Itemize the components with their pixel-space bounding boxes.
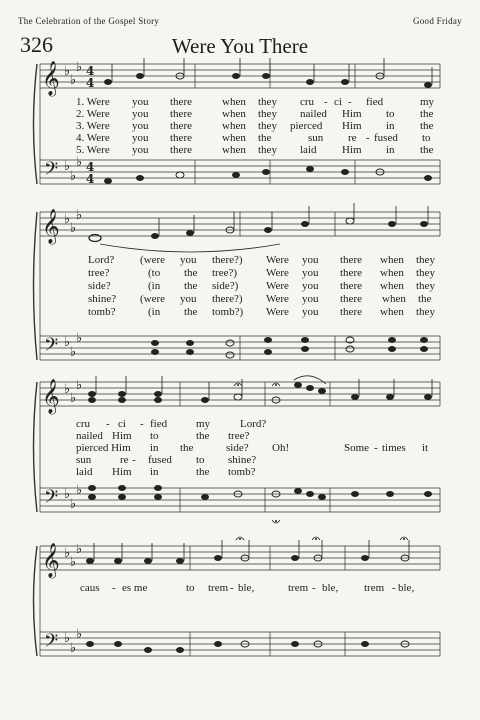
lyric-syllable: in bbox=[150, 442, 159, 454]
lyric-syllable: cru bbox=[300, 96, 315, 108]
lyric-syllable: side? bbox=[88, 280, 111, 292]
svg-text:♭: ♭ bbox=[76, 155, 83, 170]
lyric-syllable: you bbox=[180, 293, 197, 305]
lyric-syllable: Some bbox=[344, 442, 370, 454]
svg-text:♭: ♭ bbox=[70, 641, 77, 656]
system-4-staves bbox=[40, 546, 440, 656]
lyric-syllable: side?) bbox=[212, 280, 239, 292]
lyric-syllable: there?) bbox=[212, 254, 243, 266]
lyric-syllable: there bbox=[340, 254, 362, 266]
svg-text:♭: ♭ bbox=[76, 378, 83, 393]
lyric-syllable: sun bbox=[308, 132, 324, 144]
running-head-section: The Celebration of the Gospel Story bbox=[18, 16, 160, 26]
lyric-syllable: the bbox=[196, 430, 210, 442]
lyric-syllable: in bbox=[386, 120, 395, 132]
lyric-syllable: when bbox=[222, 120, 246, 132]
lyric-syllable: you bbox=[132, 144, 149, 156]
lyric-syllable: ble, bbox=[238, 582, 255, 594]
lyric-syllable: the bbox=[184, 280, 198, 292]
svg-text:♭: ♭ bbox=[64, 64, 71, 79]
lyric-syllable: pierced bbox=[290, 120, 323, 132]
hymn-number: 326 bbox=[20, 32, 53, 57]
lyric-syllable: the bbox=[420, 120, 434, 132]
lyric-syllable: Him bbox=[342, 108, 362, 120]
lyric-syllable: they bbox=[258, 96, 277, 108]
svg-text:𝄞: 𝄞 bbox=[42, 61, 60, 96]
lyric-syllable: 5. Were bbox=[76, 144, 110, 156]
lyric-syllable: the bbox=[180, 442, 194, 454]
lyric-syllable: Him bbox=[342, 144, 362, 156]
lyric-syllable: you bbox=[302, 267, 319, 279]
lyric-syllable: (to bbox=[148, 267, 161, 279]
lyric-syllable: there?) bbox=[212, 293, 243, 305]
lyric-syllable: - bbox=[366, 132, 370, 144]
svg-text:𝄢: 𝄢 bbox=[44, 335, 59, 360]
lyric-syllable: they bbox=[258, 108, 277, 120]
lyric-syllable: cru bbox=[76, 418, 91, 430]
lyric-syllable: when bbox=[222, 108, 246, 120]
lyric-syllable: (in bbox=[148, 306, 161, 318]
svg-text:4: 4 bbox=[86, 76, 95, 90]
lyric-syllable: you bbox=[132, 96, 149, 108]
lyric-syllable: there bbox=[340, 293, 362, 305]
lyric-syllable: when bbox=[222, 132, 246, 144]
hymn-title: Were You There bbox=[171, 34, 309, 58]
lyric-syllable: Oh! bbox=[272, 442, 290, 454]
lyric-syllable: the bbox=[418, 293, 432, 305]
lyric-syllable: - bbox=[230, 582, 234, 594]
svg-text:♭: ♭ bbox=[64, 382, 71, 397]
svg-text:♭: ♭ bbox=[70, 169, 77, 184]
lyric-syllable: trem bbox=[364, 582, 385, 594]
lyric-syllable: the bbox=[420, 108, 434, 120]
lyric-syllable: es me bbox=[122, 582, 148, 594]
lyric-syllable: laid bbox=[76, 466, 93, 478]
svg-text:𝄢: 𝄢 bbox=[44, 631, 59, 656]
svg-text:4: 4 bbox=[86, 172, 95, 186]
lyric-syllable: when bbox=[382, 293, 406, 305]
svg-text:4: 4 bbox=[86, 64, 95, 78]
lyric-syllable: they bbox=[416, 306, 435, 318]
lyric-syllable: tree? bbox=[228, 430, 250, 442]
lyric-syllable: the bbox=[184, 306, 198, 318]
lyric-syllable: tree? bbox=[88, 267, 110, 279]
lyric-syllable: there bbox=[340, 280, 362, 292]
lyric-syllable: fused bbox=[148, 454, 172, 466]
lyric-syllable: nailed bbox=[76, 430, 103, 442]
svg-text:♭: ♭ bbox=[70, 221, 77, 236]
lyric-syllable: they bbox=[416, 267, 435, 279]
svg-text:♭: ♭ bbox=[70, 345, 77, 360]
lyric-syllable: you bbox=[302, 293, 319, 305]
svg-text:4: 4 bbox=[86, 160, 95, 174]
lyric-syllable: - bbox=[132, 454, 136, 466]
lyric-syllable: - bbox=[324, 96, 328, 108]
lyric-syllable: there bbox=[340, 267, 362, 279]
lyric-syllable: tomb? bbox=[88, 306, 116, 318]
lyric-syllable: they bbox=[258, 144, 277, 156]
svg-text:♭: ♭ bbox=[76, 208, 83, 223]
lyric-syllable: Lord? bbox=[240, 418, 267, 430]
lyric-syllable: shine? bbox=[228, 454, 257, 466]
lyric-syllable: - bbox=[112, 582, 116, 594]
svg-text:♭: ♭ bbox=[64, 335, 71, 350]
lyric-syllable: fied bbox=[366, 96, 384, 108]
lyric-syllable: 3. Were bbox=[76, 120, 110, 132]
svg-text:♭: ♭ bbox=[64, 631, 71, 646]
lyric-syllable: caus bbox=[80, 582, 100, 594]
lyric-syllable: Him bbox=[112, 466, 132, 478]
svg-text:𝄢: 𝄢 bbox=[44, 159, 59, 184]
lyric-syllable: there bbox=[170, 144, 192, 156]
lyric-syllable: you bbox=[302, 254, 319, 266]
svg-text:♭: ♭ bbox=[64, 546, 71, 561]
lyric-syllable: when bbox=[222, 96, 246, 108]
svg-text:♭: ♭ bbox=[76, 60, 83, 75]
lyric-syllable: - bbox=[106, 418, 110, 430]
lyric-syllable: the bbox=[420, 144, 434, 156]
lyric-syllable: - bbox=[392, 582, 396, 594]
svg-text:♭: ♭ bbox=[70, 391, 77, 406]
svg-text:♭: ♭ bbox=[76, 483, 83, 498]
lyric-syllable: nailed bbox=[300, 108, 327, 120]
lyric-syllable: when bbox=[380, 306, 404, 318]
lyric-syllable: there bbox=[170, 108, 192, 120]
svg-text:𝄢: 𝄢 bbox=[44, 487, 59, 512]
lyric-syllable: it bbox=[422, 442, 429, 454]
lyric-syllable: when bbox=[380, 267, 404, 279]
lyric-syllable: ble, bbox=[398, 582, 415, 594]
lyric-syllable: laid bbox=[300, 144, 317, 156]
lyric-syllable: - bbox=[374, 442, 378, 454]
svg-text:♭: ♭ bbox=[64, 212, 71, 227]
lyric-syllable: 4. Were bbox=[76, 132, 110, 144]
lyric-syllable: Were bbox=[266, 267, 289, 279]
svg-text:♭: ♭ bbox=[64, 487, 71, 502]
lyric-syllable: Him bbox=[112, 430, 132, 442]
lyric-syllable: (in bbox=[148, 280, 161, 292]
svg-text:♭: ♭ bbox=[64, 159, 71, 174]
lyric-syllable: to bbox=[386, 108, 395, 120]
lyric-syllable: they bbox=[416, 254, 435, 266]
lyric-syllable: trem bbox=[208, 582, 229, 594]
lyric-syllable: to bbox=[196, 454, 205, 466]
lyric-syllable: sun bbox=[76, 454, 92, 466]
svg-text:𝄞: 𝄞 bbox=[42, 379, 60, 414]
lyric-syllable: when bbox=[222, 144, 246, 156]
lyric-syllable: ci bbox=[118, 418, 126, 430]
lyric-syllable: Were bbox=[266, 254, 289, 266]
lyric-syllable: my bbox=[420, 96, 435, 108]
lyric-syllable: in bbox=[150, 466, 159, 478]
lyric-syllable: Were bbox=[266, 293, 289, 305]
svg-text:♭: ♭ bbox=[70, 555, 77, 570]
lyric-syllable: in bbox=[386, 144, 395, 156]
lyric-syllable: you bbox=[132, 132, 149, 144]
lyric-syllable: there bbox=[170, 120, 192, 132]
lyric-syllable: ci bbox=[334, 96, 342, 108]
lyric-syllable: - bbox=[348, 96, 352, 108]
lyric-syllable: shine? bbox=[88, 293, 117, 305]
lyric-syllable: Were bbox=[266, 306, 289, 318]
lyric-syllable: you bbox=[180, 254, 197, 266]
lyric-syllable: - bbox=[140, 418, 144, 430]
lyric-syllable: to bbox=[150, 430, 159, 442]
svg-text:𝄞: 𝄞 bbox=[42, 543, 60, 578]
lyric-syllable: when bbox=[380, 280, 404, 292]
svg-text:♭: ♭ bbox=[76, 542, 83, 557]
lyric-syllable: 1. Were bbox=[76, 96, 110, 108]
lyric-syllable: there bbox=[170, 132, 192, 144]
lyric-syllable: tomb?) bbox=[212, 306, 244, 318]
lyric-syllable: tree?) bbox=[212, 267, 238, 279]
lyric-syllable: ble, bbox=[322, 582, 339, 594]
svg-text:♭: ♭ bbox=[76, 331, 83, 346]
lyric-syllable: when bbox=[380, 254, 404, 266]
lyric-syllable: they bbox=[416, 280, 435, 292]
lyric-syllable: they bbox=[258, 120, 277, 132]
lyric-syllable: you bbox=[302, 280, 319, 292]
lyric-syllable: to bbox=[186, 582, 195, 594]
lyric-syllable: re bbox=[348, 132, 357, 144]
lyric-syllable: there bbox=[170, 96, 192, 108]
svg-text:𝄞: 𝄞 bbox=[42, 209, 60, 244]
svg-text:♭: ♭ bbox=[70, 497, 77, 512]
lyric-syllable: Were bbox=[266, 280, 289, 292]
lyric-syllable: to bbox=[422, 132, 431, 144]
lyric-syllable: the bbox=[258, 132, 272, 144]
lyric-syllable: trem bbox=[288, 582, 309, 594]
lyric-syllable: there bbox=[340, 306, 362, 318]
lyric-syllable: fused bbox=[374, 132, 398, 144]
lyric-syllable: you bbox=[302, 306, 319, 318]
lyric-syllable: you bbox=[132, 120, 149, 132]
lyric-syllable: the bbox=[196, 466, 210, 478]
lyric-syllable: (were bbox=[140, 293, 166, 305]
lyric-syllable: 2. Were bbox=[76, 108, 110, 120]
lyric-syllable: pierced Him bbox=[76, 442, 131, 454]
lyric-syllable: Him bbox=[342, 120, 362, 132]
svg-text:♭: ♭ bbox=[76, 627, 83, 642]
lyric-syllable: (were bbox=[140, 254, 166, 266]
lyric-syllable: my bbox=[196, 418, 211, 430]
lyric-syllable: times bbox=[382, 442, 406, 454]
lyric-syllable: re bbox=[120, 454, 129, 466]
lyric-syllable: tomb? bbox=[228, 466, 256, 478]
lyric-syllable: - bbox=[312, 582, 316, 594]
svg-text:♭: ♭ bbox=[70, 73, 77, 88]
lyric-syllable: side? bbox=[226, 442, 249, 454]
lyric-syllable: Lord? bbox=[88, 254, 115, 266]
lyric-syllable: the bbox=[184, 267, 198, 279]
lyric-syllable: you bbox=[132, 108, 149, 120]
running-head-occasion: Good Friday bbox=[412, 16, 462, 26]
lyric-syllable: fied bbox=[150, 418, 168, 430]
